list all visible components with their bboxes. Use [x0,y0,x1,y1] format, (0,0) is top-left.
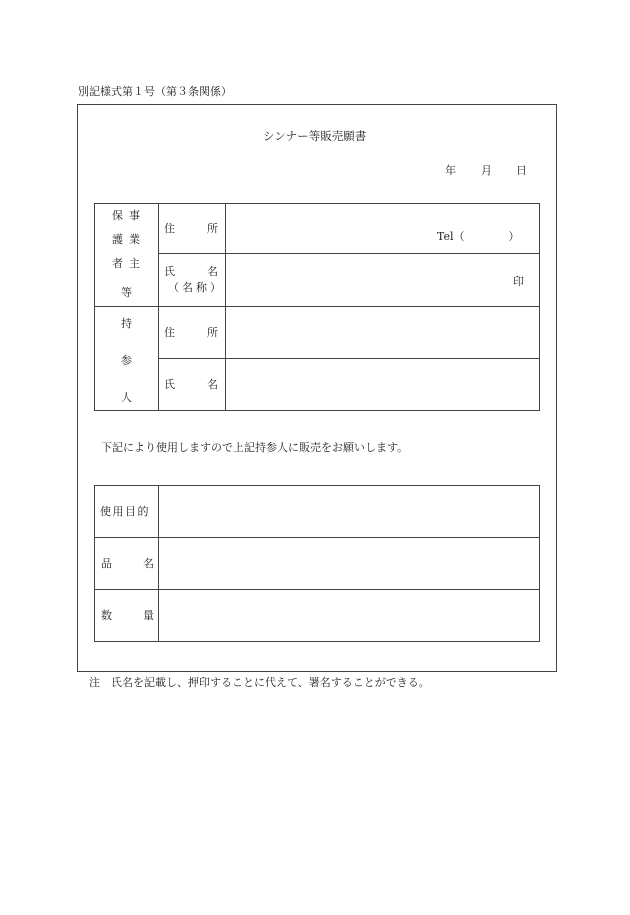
date-year-label: 年 [445,164,456,177]
business-owner-label-char: 業 [129,233,140,246]
bearer-name-label-b: 名 [207,378,218,391]
name-label-b: 名 [207,265,218,278]
bearer-address-label-b: 所 [207,326,218,339]
name-label-a: 氏 [164,265,175,278]
footnote: 注 氏名を記載し、押印することに代えて、署名することができる。 [89,676,430,689]
guardian-label [112,210,123,269]
guardian-label-char: 保 [112,209,123,222]
guardian-label-char: 護 [112,233,123,246]
address-label-a: 住 [164,222,175,235]
table-divider [94,537,540,538]
table-divider [158,203,159,411]
table-divider [225,203,226,411]
guardian-label-char: 者 [112,257,123,270]
seal-mark: 印 [513,275,524,288]
form-label: 別記様式第１号（第３条関係） [78,85,232,98]
date-day-label: 日 [516,164,527,177]
date-month-label: 月 [481,164,492,177]
business-owner-label-etc: 等 [121,286,132,299]
table-divider [94,306,540,307]
item-label-b: 名 [143,557,154,570]
applicant-address-field[interactable] [232,208,532,250]
bearer-address-field[interactable] [232,311,532,355]
quantity-label-a: 数 [101,609,112,622]
bearer-label [121,318,132,403]
bearer-name-field[interactable] [232,363,532,407]
document-title: シンナー等販売願書 [263,129,367,143]
bearer-label-char: 参 [121,354,132,367]
table-divider [158,358,540,359]
purpose-field[interactable] [165,490,533,534]
purpose-label: 使用目的 [100,505,150,518]
name-sub-label: （名称） [168,281,224,294]
request-text: 下記により使用しますので上記持参人に販売をお願いします。 [101,441,409,454]
item-label-a: 品 [101,557,112,570]
quantity-label-b: 量 [143,609,154,622]
bearer-label-char: 人 [121,391,132,404]
table-divider [158,485,159,642]
business-owner-label-char: 事 [129,209,140,222]
business-owner-label-char: 主 [129,257,140,270]
business-owner-label [129,210,140,269]
tel-label: Tel（ ） [437,230,520,243]
quantity-field[interactable] [165,594,533,638]
address-label-b: 所 [207,222,218,235]
table-divider [94,589,540,590]
bearer-address-label-a: 住 [164,326,175,339]
applicant-name-field[interactable] [232,258,502,302]
bearer-label-char: 持 [121,317,132,330]
table-divider [158,253,540,254]
item-name-field[interactable] [165,542,533,586]
bearer-name-label-a: 氏 [164,378,175,391]
